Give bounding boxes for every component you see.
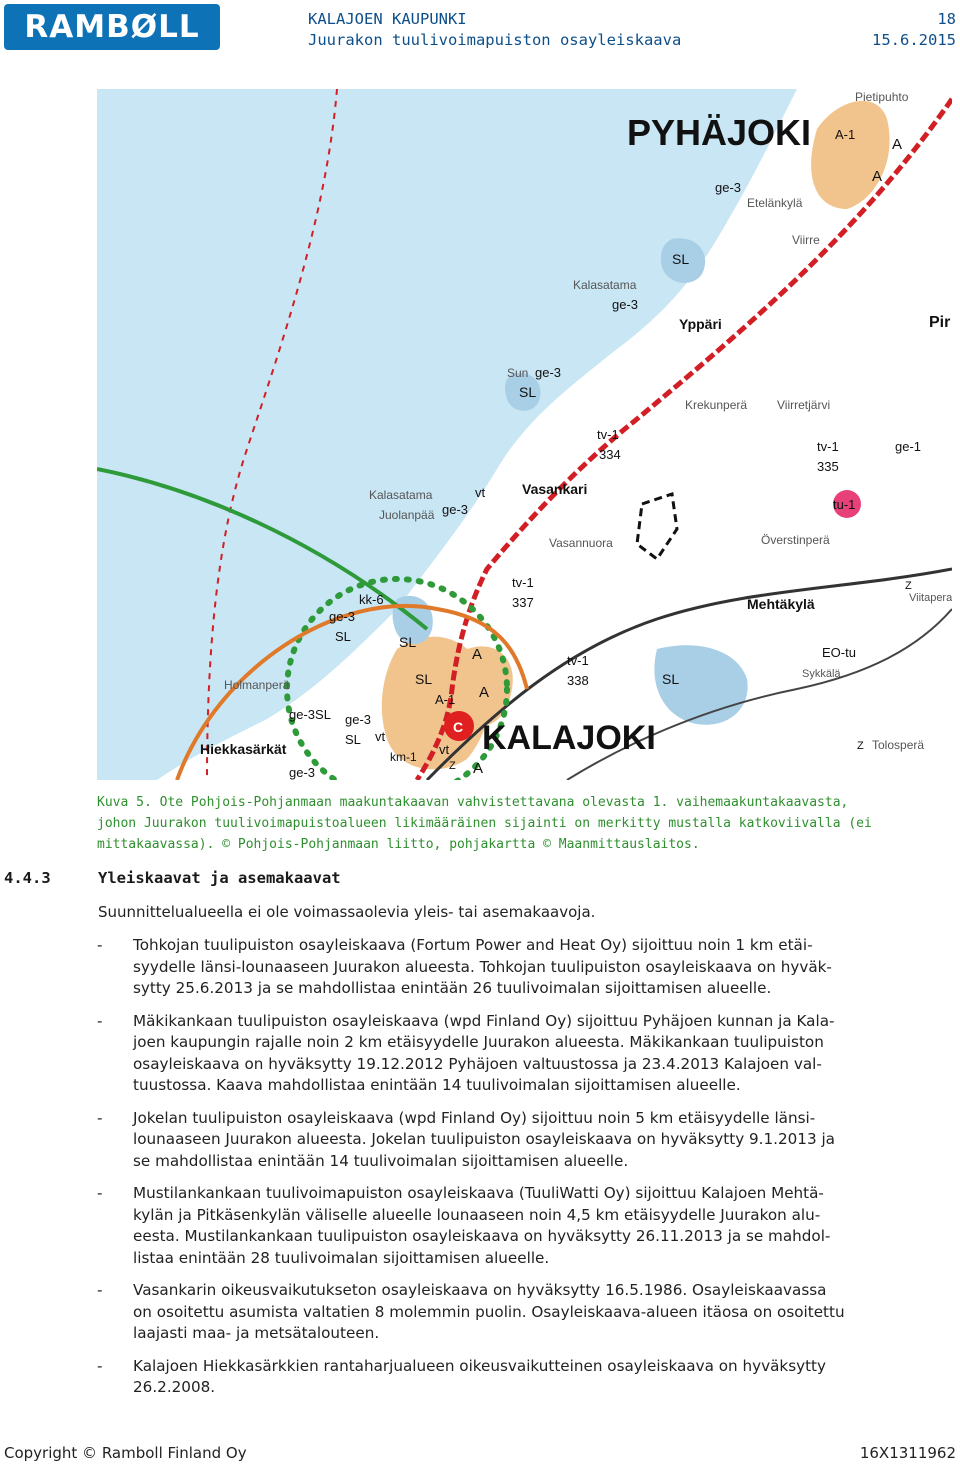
page-number: 18 — [937, 10, 956, 28]
list-item — [97, 1280, 955, 1345]
label-ge3-e: ge-3 — [329, 609, 356, 624]
label-km1: km-1 — [390, 750, 417, 764]
ramboll-logo: RAMBØLL — [4, 4, 220, 50]
section-intro: Suunnittelualueella ei ole voimassaolevia yleis- tai asemakaavoja. — [98, 903, 596, 921]
label-a-bot: A — [473, 760, 484, 777]
list-line: Mäkikankaan tuulipuiston osayleiskaava (wpd Finland Oy) sijoittuu Pyhäjoen kunnan ja Kala- — [133, 1011, 835, 1030]
list-line: Jokelan tuulipuiston osayleiskaava (wpd Finland Oy) sijoittuu noin 5 km etäisyydelle länsi- — [133, 1108, 816, 1127]
label-tv1-d: tv-1 — [567, 653, 589, 668]
label-tv1-b: tv-1 — [817, 439, 839, 454]
label-c-mark: C — [453, 719, 464, 735]
label-a1-top: A-1 — [835, 127, 856, 142]
label-holmanpera: Holmanperä — [224, 678, 290, 692]
label-ge1: ge-1 — [895, 439, 922, 454]
list-line: tuustossa. Kaava mahdollistaa enintään 14 tuulivoimalan sijoittamisen alueelle. — [133, 1076, 741, 1094]
label-ge3-a: ge-3 — [715, 180, 742, 195]
label-ge3-f: ge-3 — [345, 712, 372, 727]
list-line: se mahdollistaa enintään 14 tuulivoimalan sijoittamisen alueelle. — [133, 1151, 629, 1170]
label-kalasatama: Kalasatama — [573, 278, 637, 292]
label-tv1-c: tv-1 — [512, 575, 534, 590]
label-vasannuora: Vasannuora — [549, 536, 613, 550]
header-title — [308, 9, 681, 51]
label-mehtakyla: Mehtäkylä — [747, 596, 815, 612]
list-item — [97, 1108, 955, 1173]
list-line: on osoitettu asumista valtatien 8 molemmin puolin. Osayleiskaava-alueen itäosa on osoitettu — [133, 1302, 845, 1321]
label-krekunpera: Krekunperä — [685, 398, 748, 412]
label-338: 338 — [567, 673, 589, 688]
header-doc-title: Juurakon tuulivoimapuiston osayleiskaava — [308, 31, 682, 49]
label-sl-f: SL — [415, 671, 433, 687]
label-etelankyla: Etelänkylä — [747, 196, 803, 210]
list-dash: - — [97, 1011, 103, 1030]
list-item — [97, 1011, 955, 1097]
label-sunnak: Sun — [507, 366, 529, 380]
label-z2: Z — [857, 740, 864, 752]
label-z3: Z — [905, 580, 912, 592]
label-a-top1: A — [892, 136, 903, 153]
label-sl-b: SL — [519, 384, 537, 400]
label-sl-c: SL — [335, 629, 351, 644]
label-tolospera: Tolosperä — [872, 738, 925, 752]
label-z1: Z — [449, 760, 456, 772]
label-ge3sl: ge-3SL — [289, 707, 331, 722]
label-a1-mid: A-1 — [435, 692, 456, 707]
label-334: 334 — [599, 447, 621, 462]
section-title: Yleiskaavat ja asemakaavat — [98, 869, 341, 887]
list-line: osayleiskaava on hyväksytty 19.12.2012 Pyhäjoen valtuustossa ja 23.4.2013 Kalajoen val- — [133, 1054, 822, 1073]
map-canvas — [97, 89, 952, 780]
label-pyhajoki: PYHÄJOKI — [627, 112, 812, 153]
label-pietipuhto: Pietipuhto — [855, 90, 909, 104]
list-item — [97, 1356, 955, 1399]
list-line: 26.2.2008. — [133, 1378, 216, 1396]
label-kk6: kk-6 — [359, 592, 384, 607]
label-ge3-d: ge-3 — [442, 502, 469, 517]
label-hiekkasarkat: Hiekkasärkät — [200, 741, 287, 757]
label-sl-e: SL — [662, 671, 680, 687]
caption-line: mittakaavassa). © Pohjois-Pohjanmaan liitto, pohjakartta © Maanmittauslaitos. — [97, 837, 700, 852]
list-line: lounaaseen Juurakon alueesta. Jokelan tuulipuiston osayleiskaava on hyväksytty 9.1.2013 ja — [133, 1130, 835, 1148]
label-tu1: tu-1 — [833, 497, 856, 512]
caption-line: Kuva 5. Ote Pohjois-Pohjanmaan maakuntakaavan vahvistettavana olevasta 1. vaihemaakuntakaavasta, — [97, 795, 849, 810]
label-sl-a: SL — [672, 251, 690, 267]
list-line: syydelle länsi-lounaaseen Juurakon alueesta. Tohkojan tuulipuiston osayleiskaava on hyväk- — [133, 957, 832, 976]
list-line: Mustilankankaan tuulivoimapuiston osayleiskaava (TuuliWatti Oy) sijoittuu Kalajoen Mehtä- — [133, 1184, 824, 1202]
list-line: Vasankarin oikeusvaikutukseton osayleiskaava on hyväksytty 16.5.1986. Osayleiskaavassa — [133, 1281, 827, 1299]
label-337: 337 — [512, 595, 534, 610]
label-kalasatama2: Kalasatama — [369, 488, 433, 502]
label-tv1-a: tv-1 — [597, 427, 619, 442]
label-juolanpaa: Juolanpää — [379, 508, 435, 522]
label-viirre: Viirre — [792, 233, 820, 247]
label-sl-g: SL — [345, 732, 361, 747]
label-overstinpera: Överstinperä — [761, 533, 830, 547]
footer-copyright: Copyright © Ramboll Finland Oy — [4, 1444, 247, 1462]
label-a-top2: A — [872, 168, 883, 185]
label-vasankari: Vasankari — [522, 481, 588, 497]
list-line: eesta. Mustilankankaan tuulipuiston osayleiskaava on hyväksytty 26.11.2013 ja se mahdol- — [133, 1227, 831, 1245]
figure-caption — [97, 792, 955, 855]
list-item — [97, 935, 955, 1000]
plan-list — [97, 935, 955, 1410]
header-date: 15.6.2015 — [872, 31, 956, 49]
list-dash: - — [97, 1184, 103, 1202]
label-vt-a: vt — [475, 485, 486, 500]
list-line: Kalajoen Hiekkasärkkien rantaharjualueen oikeusvaikutteinen osayleiskaava on hyväksytty — [133, 1356, 826, 1375]
label-ge3-g: ge-3 — [289, 765, 316, 780]
list-line: listaa enintään 28 tuulivoimalan sijoittamisen alueelle. — [133, 1248, 550, 1267]
footer-doc-code: 16X1311962 — [859, 1444, 956, 1462]
label-ge3-c: ge-3 — [535, 365, 562, 380]
list-line: joen kaupungin rajalle noin 2 km etäisyydelle Juurakon alueesta. Mäkikankaan tuulipuiston — [133, 1033, 824, 1051]
label-vt-c: vt — [439, 742, 450, 757]
list-line: kylän ja Pitkäsenkylän väliselle alueelle lounaaseen noin 4,5 km etäisyydelle Juurakon alu- — [133, 1205, 821, 1224]
label-viirretjarvi: Viirretjärvi — [777, 398, 831, 412]
list-dash: - — [97, 936, 103, 954]
list-dash: - — [97, 1356, 103, 1375]
label-a-mid1: A — [472, 646, 483, 663]
list-dash: - — [97, 1281, 103, 1299]
regional-plan-map — [97, 89, 952, 780]
label-viitapera: Viitapera — [909, 592, 952, 604]
label-pir: Pir — [929, 314, 951, 331]
label-335: 335 — [817, 459, 839, 474]
label-sl-d: SL — [399, 634, 417, 650]
list-item — [97, 1183, 955, 1269]
list-dash: - — [97, 1108, 103, 1127]
label-ge3-b: ge-3 — [612, 297, 639, 312]
section-number: 4.4.3 — [4, 869, 51, 887]
label-sykkala: Sykkälä — [802, 668, 841, 680]
label-a-mid2: A — [479, 684, 490, 701]
label-kalajoki: KALAJOKI — [482, 719, 656, 757]
list-line: Tohkojan tuulipuiston osayleiskaava (Fortum Power and Heat Oy) sijoittuu noin 1 km etäi- — [133, 936, 813, 954]
label-eo-tu: EO-tu — [822, 645, 856, 660]
header-meta — [872, 9, 956, 51]
list-line: laajasti maa- ja metsätalouteen. — [133, 1324, 380, 1342]
caption-line: johon Juurakon tuulivoimapuistoalueen likimääräinen sijainti on merkitty mustalla katkoviivalla (ei — [97, 816, 872, 831]
label-ypparj: Yppäri — [679, 316, 722, 332]
list-line: sytty 25.6.2013 ja se mahdollistaa enintään 26 tuulivoimalan sijoittamisen alueelle. — [133, 979, 772, 997]
label-vt-b: vt — [375, 729, 386, 744]
header-org: KALAJOEN KAUPUNKI — [308, 10, 467, 28]
